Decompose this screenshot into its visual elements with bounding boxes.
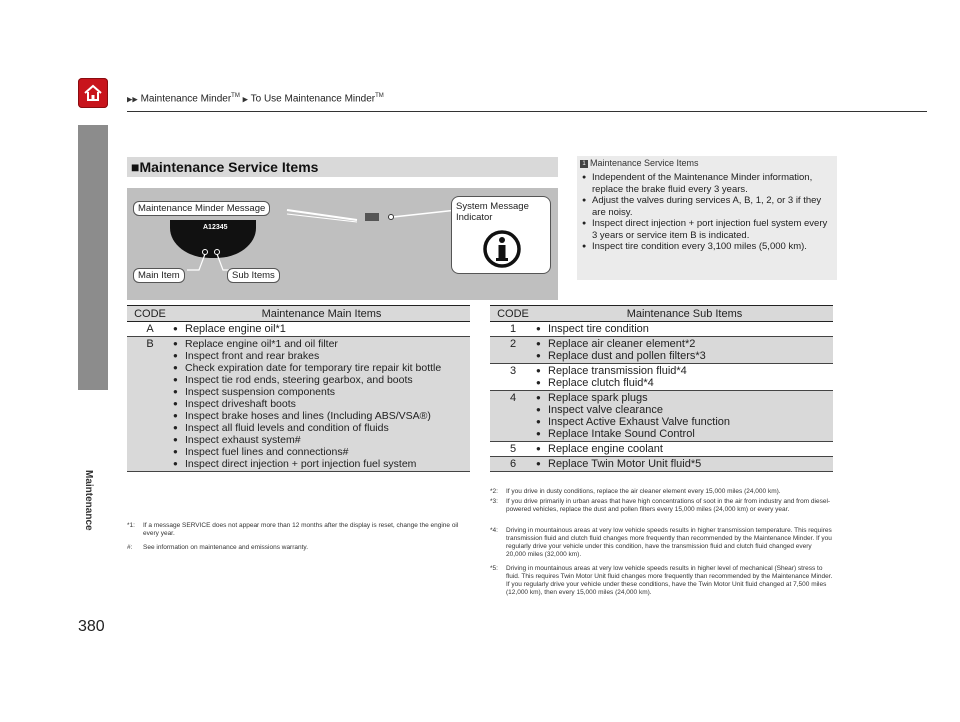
row-code: B	[127, 337, 173, 472]
table-row	[490, 391, 833, 442]
list-item: ● Replace engine oil*1	[173, 323, 470, 335]
footnote	[490, 527, 833, 559]
list-item: ● Inspect tie rod ends, steering gearbox, and boots	[173, 374, 470, 386]
note-title: 1 Maintenance Service Items	[580, 158, 699, 168]
row-code: 3	[490, 364, 536, 391]
note-item: ● Inspect direct injection + port injection fuel system every 3 years or service item B is indicated.	[582, 218, 834, 241]
footnote-key: *2:	[490, 488, 498, 495]
info-icon	[482, 229, 522, 269]
divider	[127, 111, 927, 112]
footnote-text: If a message SERVICE does not appear more than 12 months after the display is reset, change the engine oil every year.	[143, 522, 459, 537]
illustration	[127, 188, 558, 300]
list-item: ● Replace clutch fluid*4	[536, 377, 833, 389]
list-item: ● Inspect all fluid levels and condition of fluids	[173, 422, 470, 434]
footnote	[490, 565, 833, 597]
section-title: ■Maintenance Service Items	[131, 159, 319, 175]
arrow-icon: ▶▶	[127, 96, 138, 104]
callout-sub-items: Sub Items	[227, 268, 280, 283]
list-item: ● Inspect tire condition	[536, 323, 833, 335]
table-row	[490, 337, 833, 364]
callout-maintenance-message: Maintenance Minder Message	[133, 201, 270, 216]
callout-main-item: Main Item	[133, 268, 185, 283]
footnote-key: *5:	[490, 565, 498, 572]
list-item: ● Inspect valve clearance	[536, 404, 833, 416]
list-item: ● Inspect driveshaft boots	[173, 398, 470, 410]
footnote-text: If you drive in dusty conditions, replace the air cleaner element every 15,000 miles (24,000 km).	[506, 488, 781, 495]
footnote-text: Driving in mountainous areas at very low vehicle speeds results in higher transmission temperature. This requires transmission fluid and clutch fluid changes more frequently than recommended by the Maintenance Minder. If you regularly drive your vehicle under this condition, have the transmission fluid and clutch fluid changed every 20,000 miles (32,000 km).	[506, 527, 832, 558]
row-items	[536, 337, 833, 364]
note-item: ● Adjust the valves during services A, B, 1, 2, or 3 if they are noisy.	[582, 195, 834, 218]
footnote-text: If you drive primarily in urban areas that have high concentrations of soot in the air from industry and from diesel-powered vehicles, replace the dust and pollen filters every 15,000 miles (24,000 km) or every year.	[506, 498, 831, 513]
list-item: ● Replace spark plugs	[536, 392, 833, 404]
footnote-key: #:	[127, 544, 133, 551]
footnote	[127, 522, 470, 538]
breadcrumb-item[interactable]: To Use Maintenance Minder	[250, 93, 376, 105]
list-item: ● Replace engine coolant	[536, 443, 833, 455]
row-items	[536, 364, 833, 391]
table-row	[127, 337, 470, 472]
footnote	[490, 488, 833, 496]
list-item: ● Replace dust and pollen filters*3	[536, 350, 833, 362]
side-tab	[78, 125, 108, 390]
footnote-key: *1:	[127, 522, 135, 529]
footnote-text: Driving in mountainous areas at very low vehicle speeds results in higher level of mechanical (Shear) stress to fluid. This requires Twin Motor Unit fluid changes more frequently than recommended by the Maintenance Minder. If you regularly drive your vehicle under these conditions, have the Twin Motor Unit fluid changed at 7,500 miles (12,000 km), then every 15,000 miles (24,000 km).	[506, 565, 833, 596]
trademark: TM	[375, 93, 384, 99]
row-items	[536, 442, 833, 457]
list-item: ● Replace engine oil*1 and oil filter	[173, 338, 470, 350]
table-row	[490, 364, 833, 391]
list-item: ● Replace air cleaner element*2	[536, 338, 833, 350]
breadcrumb	[127, 93, 384, 104]
row-items	[173, 322, 470, 337]
list-item: ● Replace Twin Motor Unit fluid*5	[536, 458, 833, 470]
footnote-key: *4:	[490, 527, 498, 534]
system-message-box	[451, 196, 551, 274]
breadcrumb-item[interactable]: Maintenance Minder	[140, 93, 232, 105]
column-header: CODE	[127, 306, 173, 322]
row-items	[536, 391, 833, 442]
row-items	[536, 457, 833, 472]
row-code: 5	[490, 442, 536, 457]
row-items	[173, 337, 470, 472]
note-item: ● Independent of the Maintenance Minder information, replace the brake fluid every 3 years.	[582, 172, 834, 195]
arrow-icon: ▶	[242, 96, 249, 104]
list-item: ● Inspect brake hoses and lines (Including ABS/VSA®)	[173, 410, 470, 422]
footnote	[490, 498, 833, 514]
note-icon: 1	[580, 160, 588, 168]
column-header: Maintenance Main Items	[173, 306, 470, 322]
column-header: CODE	[490, 306, 536, 322]
main-items-table	[127, 305, 470, 472]
footnote	[127, 544, 470, 552]
list-item: ● Inspect exhaust system#	[173, 434, 470, 446]
row-code: 4	[490, 391, 536, 442]
display-code: A12345	[203, 224, 228, 231]
row-items	[536, 322, 833, 337]
table-row	[490, 322, 833, 337]
list-item: ● Inspect suspension components	[173, 386, 470, 398]
list-item: ● Inspect direct injection + port injection fuel system	[173, 458, 470, 470]
footnote-key: *3:	[490, 498, 498, 505]
list-item: ● Inspect fuel lines and connections#	[173, 446, 470, 458]
row-code: 1	[490, 322, 536, 337]
row-code: A	[127, 322, 173, 337]
row-code: 6	[490, 457, 536, 472]
table-row	[127, 322, 470, 337]
column-header: Maintenance Sub Items	[536, 306, 833, 322]
note-list	[582, 172, 834, 253]
system-message-label: System Message Indicator	[456, 201, 529, 223]
home-button[interactable]	[78, 78, 108, 108]
side-label: Maintenance	[83, 470, 94, 531]
list-item: ● Check expiration date for temporary tire repair kit bottle	[173, 362, 470, 374]
page-number: 380	[78, 618, 105, 635]
list-item: ● Replace transmission fluid*4	[536, 365, 833, 377]
list-item: ● Inspect Active Exhaust Valve function	[536, 416, 833, 428]
list-item: ● Inspect front and rear brakes	[173, 350, 470, 362]
table-row	[490, 442, 833, 457]
section-header	[127, 157, 558, 177]
trademark: TM	[231, 93, 240, 99]
list-item: ● Replace Intake Sound Control	[536, 428, 833, 440]
row-code: 2	[490, 337, 536, 364]
sub-items-table	[490, 305, 833, 472]
footnote-text: See information on maintenance and emissions warranty.	[143, 544, 308, 551]
note-item: ● Inspect tire condition every 3,100 miles (5,000 km).	[582, 241, 834, 253]
home-icon	[83, 83, 103, 103]
table-row	[490, 457, 833, 472]
